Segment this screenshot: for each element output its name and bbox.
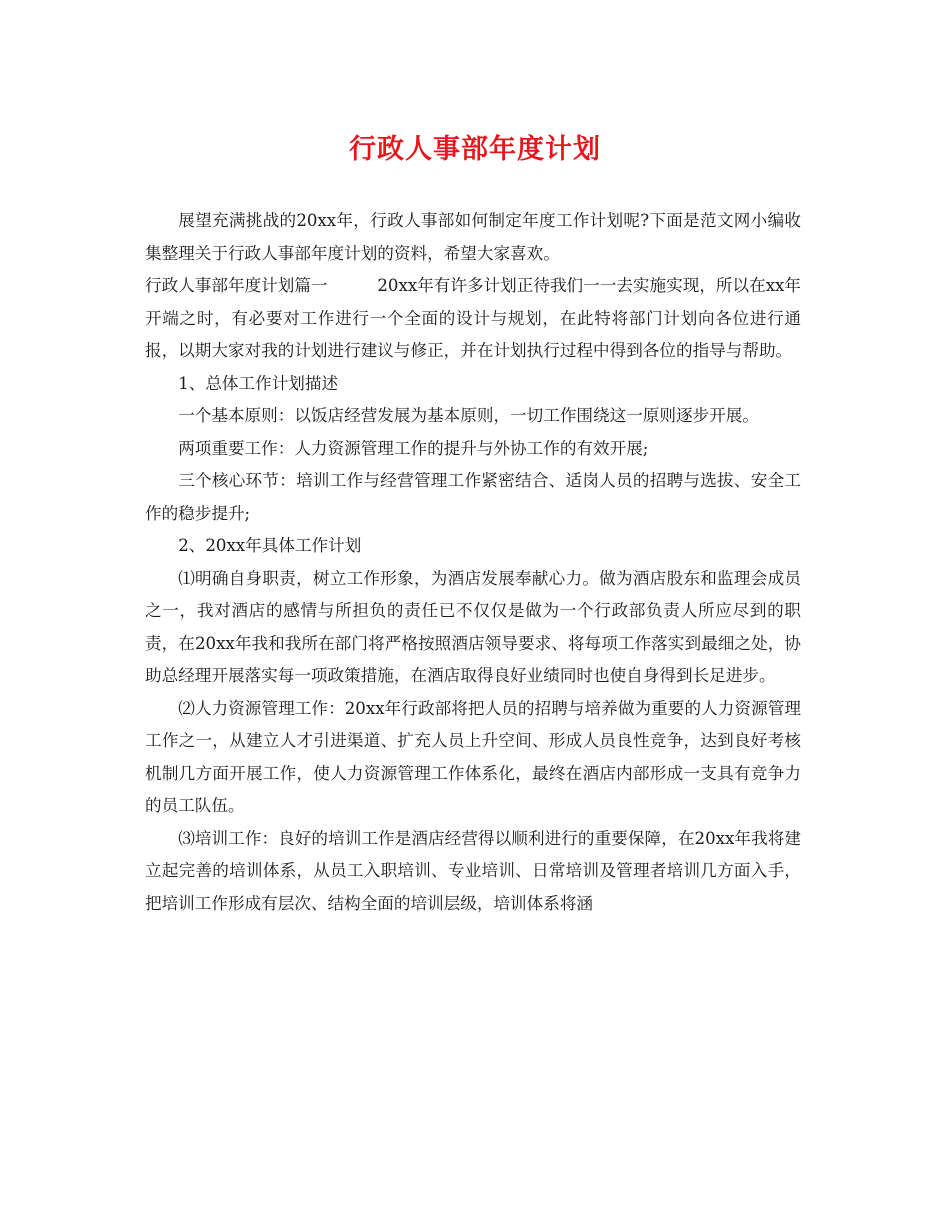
document-title: 行政人事部年度计划 <box>349 134 601 165</box>
paragraph-plan-one <box>145 270 801 368</box>
paragraph-intro: 展望充满挑战的20xx年，行政人事部如何制定年度工作计划呢?下面是范文网小编收集整理关于行政人事部年度计划的资料，希望大家喜欢。 <box>145 211 801 263</box>
paragraph-basic-principle: 一个基本原则：以饭店经营发展为基本原则，一切工作围绕这一原则逐步开展。 <box>178 406 759 425</box>
heading-overall-plan: 1、总体工作计划描述 <box>178 373 339 393</box>
heading-specific-plan: 2、20xx年具体工作计划 <box>178 536 362 555</box>
paragraph-two-tasks: 两项重要工作：人力资源管理工作的提升与外协工作的有效开展; <box>178 438 649 458</box>
paragraph-plan-one-text: 20xx年有许多计划正待我们一一去实施实现，所以在xx年开端之时，有必要对工作进行一个全面的设计与规划，在此特将部门计划向各位进行通报，以期大家对我的计划进行建议与修正，并在计划执行过程中得到各位的指导与帮助。 <box>145 276 802 360</box>
paragraph-item-1: ⑴明确自身职责，树立工作形象，为酒店发展奉献心力。做为酒店股东和监理会成员之一，我对酒店的感情与所担负的责任已不仅仅是做为一个行政部负责人所应尽到的职责，在20xx年我和我所在部门将严格按照酒店领导要求、将每项工作落实到最细之处，协助总经理开展落实每一项政策措施，在酒店取得良好业绩同时也使自身得到长足进步。 <box>145 568 801 685</box>
paragraph-item-2: ⑵人力资源管理工作：20xx年行政部将把人员的招聘与培养做为重要的人力资源管理工作之一，从建立人才引进渠道、扩充人员上升空间、形成人员良性竞争，达到良好考核机制几方面开展工作，使人力资源管理工作体系化，最终在酒店内部形成一支具有竞争力的员工队伍。 <box>145 698 801 815</box>
section-lead: 行政人事部年度计划篇一 <box>145 276 328 295</box>
document-body <box>145 205 801 920</box>
paragraph-item-3: ⑶培训工作：良好的培训工作是酒店经营得以顺利进行的重要保障，在20xx年我将建立起完善的培训体系，从员工入职培训、专业培训、日常培训及管理者培训几方面入手，把培训工作形成有层次、结构全面的培训层级，培训体系将涵 <box>145 828 801 913</box>
paragraph-three-links: 三个核心环节：培训工作与经营管理工作紧密结合、适岗人员的招聘与选拔、安全工作的稳步提升; <box>145 471 801 523</box>
